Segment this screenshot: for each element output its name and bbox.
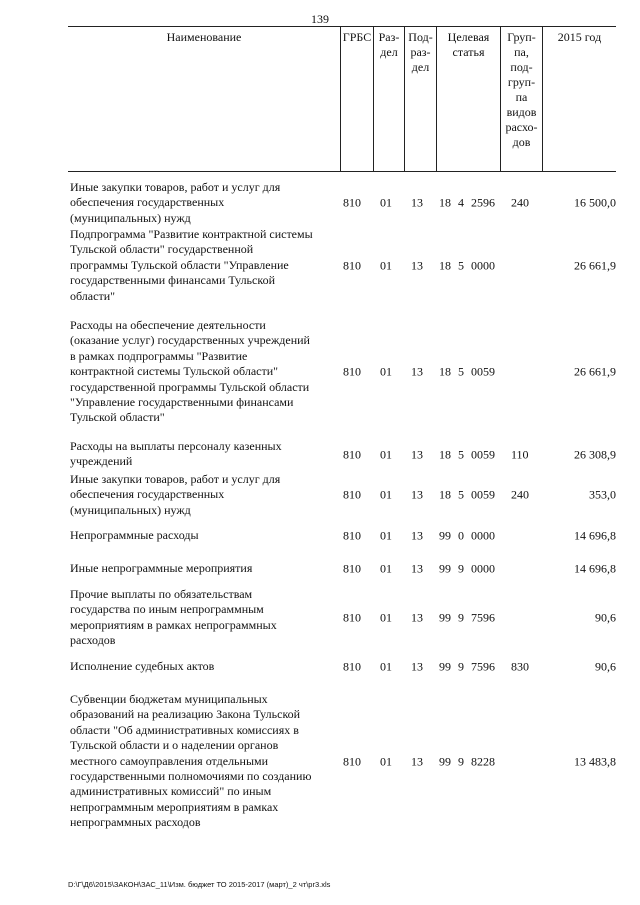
row-razdel: 01 <box>380 195 392 210</box>
row-name: Расходы на обеспечение деятельности (оказание услуг) государственных учреждений в рамках подпрограммы "Развитие контрактной системы Тульской области" государственной программы Тульской области "Управление государственными финансами Тульской области" <box>70 318 310 425</box>
row-grbs: 810 <box>343 659 361 674</box>
row-name: Иные непрограммные мероприятия <box>70 561 253 575</box>
table-row <box>0 659 640 675</box>
row-razdel: 01 <box>380 754 392 769</box>
row-celevaya-statya: 99 9 7596 <box>439 659 495 674</box>
row-podrazdel: 13 <box>411 528 423 543</box>
row-sum: 14 696,8 <box>574 528 616 543</box>
row-podrazdel: 13 <box>411 364 423 379</box>
row-celevaya-statya: 99 9 8228 <box>439 754 495 769</box>
row-razdel: 01 <box>380 528 392 543</box>
row-celevaya-statya: 18 5 0059 <box>439 487 495 502</box>
row-name: Субвенции бюджетам муниципальных образований на реализацию Закона Тульской области "Об административных комиссиях в Тульской области и о наделении органов местного самоуправления отдельными государственными полномочиями по созданию административных комиссий" по иным непрограммным мероприятиям в рамках непрограммных расходов <box>70 692 312 830</box>
row-vid-rashodov: 110 <box>511 446 529 461</box>
column-header-vid-rashodov: Груп- па, под- груп- па видов расхо- дов <box>501 26 543 172</box>
row-celevaya-statya: 99 9 7596 <box>439 610 495 625</box>
row-sum: 90,6 <box>595 659 616 674</box>
row-sum: 90,6 <box>595 610 616 625</box>
row-podrazdel: 13 <box>411 195 423 210</box>
row-podrazdel: 13 <box>411 561 423 576</box>
row-grbs: 810 <box>343 257 361 272</box>
row-grbs: 810 <box>343 364 361 379</box>
table-row <box>0 472 640 518</box>
row-vid-rashodov: 830 <box>511 659 529 674</box>
row-grbs: 810 <box>343 754 361 769</box>
table-row <box>0 180 640 226</box>
page-number: 139 <box>311 12 329 26</box>
table-row <box>0 318 640 426</box>
row-grbs: 810 <box>343 487 361 502</box>
table-row <box>0 692 640 832</box>
column-header-name: Наименование <box>68 26 340 172</box>
row-name: Расходы на выплаты персоналу казенных учреждений <box>70 439 282 469</box>
row-razdel: 01 <box>380 257 392 272</box>
row-celevaya-statya: 18 4 2596 <box>439 195 495 210</box>
row-name: Исполнение судебных актов <box>70 659 215 673</box>
row-vid-rashodov: 240 <box>511 487 529 502</box>
row-name: Иные закупки товаров, работ и услуг для обеспечения государственных (муниципальных) нужд <box>70 472 281 517</box>
column-header-grbs: ГРБС <box>340 26 373 172</box>
row-sum: 26 308,9 <box>574 446 616 461</box>
row-sum: 26 661,9 <box>574 257 616 272</box>
row-celevaya-statya: 18 5 0059 <box>439 446 495 461</box>
column-header-year: 2015 год <box>543 26 616 172</box>
row-razdel: 01 <box>380 659 392 674</box>
row-razdel: 01 <box>380 561 392 576</box>
row-sum: 13 483,8 <box>574 754 616 769</box>
table-row <box>0 439 640 470</box>
row-podrazdel: 13 <box>411 257 423 272</box>
row-name: Подпрограмма "Развитие контрактной системы Тульской области" государственной программы Тульской области "Управление государственными финансами Тульской области" <box>70 227 313 303</box>
column-header-celevaya-statya: Целевая статья <box>436 26 501 172</box>
row-podrazdel: 13 <box>411 754 423 769</box>
file-path-footer: D:\Г\Д6\2015\ЗАКОН\ЗАС_11\Изм. бюджет ТО 2015-2017 (март)_2 чт\pr3.xls <box>68 880 331 889</box>
row-name: Прочие выплаты по обязательствам государства по иным непрограммным мероприятиям в рамках непрограммных расходов <box>70 587 277 648</box>
row-razdel: 01 <box>380 610 392 625</box>
row-name: Иные закупки товаров, работ и услуг для обеспечения государственных (муниципальных) нужд <box>70 180 281 225</box>
row-sum: 16 500,0 <box>574 195 616 210</box>
row-grbs: 810 <box>343 561 361 576</box>
row-celevaya-statya: 18 5 0059 <box>439 364 495 379</box>
row-razdel: 01 <box>380 446 392 461</box>
row-celevaya-statya: 18 5 0000 <box>439 257 495 272</box>
row-grbs: 810 <box>343 528 361 543</box>
row-sum: 353,0 <box>589 487 616 502</box>
row-name: Непрограммные расходы <box>70 528 199 542</box>
table-row <box>0 528 640 544</box>
row-razdel: 01 <box>380 487 392 502</box>
table-row <box>0 561 640 577</box>
table-row <box>0 227 640 304</box>
row-podrazdel: 13 <box>411 487 423 502</box>
row-celevaya-statya: 99 0 0000 <box>439 528 495 543</box>
row-sum: 14 696,8 <box>574 561 616 576</box>
row-razdel: 01 <box>380 364 392 379</box>
row-podrazdel: 13 <box>411 659 423 674</box>
column-header-podrazdel: Под- раз- дел <box>404 26 436 172</box>
row-podrazdel: 13 <box>411 446 423 461</box>
row-sum: 26 661,9 <box>574 364 616 379</box>
row-vid-rashodov: 240 <box>511 195 529 210</box>
row-grbs: 810 <box>343 446 361 461</box>
table-row <box>0 587 640 649</box>
column-header-razdel: Раз- дел <box>373 26 404 172</box>
row-grbs: 810 <box>343 610 361 625</box>
row-celevaya-statya: 99 9 0000 <box>439 561 495 576</box>
row-grbs: 810 <box>343 195 361 210</box>
row-podrazdel: 13 <box>411 610 423 625</box>
